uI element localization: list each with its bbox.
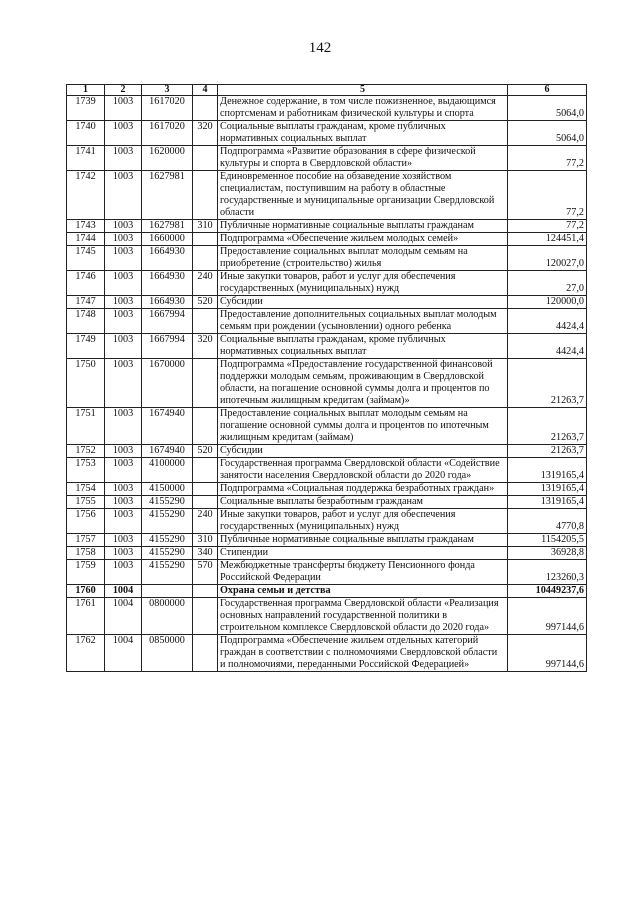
- table-cell-c4: [193, 96, 218, 121]
- table-cell-c1: 1759: [67, 560, 105, 585]
- table-row: [67, 233, 587, 246]
- table-cell-c2: 1003: [105, 96, 142, 121]
- table-cell-c1: 1753: [67, 458, 105, 483]
- table-cell-c4: [193, 246, 218, 271]
- table-cell-c4: 240: [193, 509, 218, 534]
- table-row: [67, 547, 587, 560]
- table-row: [67, 496, 587, 509]
- table-cell-c3: 1670000: [142, 359, 193, 408]
- table-cell-c1: 1747: [67, 296, 105, 309]
- table-cell-c4: [193, 408, 218, 445]
- table-cell-c3: 4100000: [142, 458, 193, 483]
- table-cell-c2: 1003: [105, 220, 142, 233]
- table-cell-c3: 1617020: [142, 121, 193, 146]
- table-row: [67, 598, 587, 635]
- table-cell-c6: 77,2: [508, 171, 587, 220]
- table-cell-c2: 1003: [105, 560, 142, 585]
- table-cell-c3: 4155290: [142, 547, 193, 560]
- table-cell-c5: Субсидии: [218, 445, 508, 458]
- table-cell-c5: Государственная программа Свердловской области «Реализация основных направлений государственной политики в строительном комплексе Свердловской области до 2020 года»: [218, 598, 508, 635]
- table-cell-c5: Охрана семьи и детства: [218, 585, 508, 598]
- table-cell-c2: 1003: [105, 496, 142, 509]
- table-cell-c3: 1660000: [142, 233, 193, 246]
- page-number: 142: [308, 40, 332, 56]
- table-cell-c5: Подпрограмма «Социальная поддержка безработных граждан»: [218, 483, 508, 496]
- table-cell-c4: 310: [193, 220, 218, 233]
- table-row: [67, 585, 587, 598]
- table-cell-c6: 4424,4: [508, 309, 587, 334]
- table-cell-c3: 1667994: [142, 334, 193, 359]
- table-cell-c2: 1003: [105, 408, 142, 445]
- table-row: [67, 121, 587, 146]
- table-cell-c1: 1758: [67, 547, 105, 560]
- table-cell-c6: 77,2: [508, 220, 587, 233]
- table-cell-c4: 320: [193, 121, 218, 146]
- table-cell-c2: 1004: [105, 585, 142, 598]
- table-cell-c3: 1674940: [142, 445, 193, 458]
- table-cell-c4: 570: [193, 560, 218, 585]
- table-cell-c6: 997144,6: [508, 635, 587, 672]
- table-cell-c4: [193, 309, 218, 334]
- table-cell-c6: 124451,4: [508, 233, 587, 246]
- column-header: 1: [67, 85, 105, 96]
- table-cell-c2: 1004: [105, 598, 142, 635]
- table-cell-c1: 1746: [67, 271, 105, 296]
- table-cell-c6: 120027,0: [508, 246, 587, 271]
- table-cell-c6: 10449237,6: [508, 585, 587, 598]
- table-row: [67, 445, 587, 458]
- table-cell-c4: [193, 171, 218, 220]
- column-header: 5: [218, 85, 508, 96]
- column-header: 4: [193, 85, 218, 96]
- table-cell-c4: [193, 598, 218, 635]
- table-cell-c2: 1003: [105, 233, 142, 246]
- table-cell-c2: 1003: [105, 483, 142, 496]
- table-cell-c1: 1749: [67, 334, 105, 359]
- table-cell-c4: 310: [193, 534, 218, 547]
- table-cell-c5: Иные закупки товаров, работ и услуг для обеспечения государственных (муниципальных) нужд: [218, 271, 508, 296]
- table-cell-c6: 5064,0: [508, 121, 587, 146]
- table-cell-c3: 1674940: [142, 408, 193, 445]
- table-cell-c4: [193, 483, 218, 496]
- table-cell-c4: [193, 233, 218, 246]
- table-cell-c1: 1740: [67, 121, 105, 146]
- table-cell-c5: Предоставление социальных выплат молодым семьям на приобретение (строительство) жилья: [218, 246, 508, 271]
- table-row: [67, 334, 587, 359]
- table-row: [67, 309, 587, 334]
- table-cell-c3: 4155290: [142, 509, 193, 534]
- table-cell-c5: Межбюджетные трансферты бюджету Пенсионного фонда Российской Федерации: [218, 560, 508, 585]
- table-cell-c6: 4424,4: [508, 334, 587, 359]
- table-cell-c5: Публичные нормативные социальные выплаты гражданам: [218, 220, 508, 233]
- table-cell-c5: Единовременное пособие на обзаведение хозяйством специалистам, поступившим на работу в областные государственные и муниципальные организации Свердловской области: [218, 171, 508, 220]
- table-cell-c4: [193, 458, 218, 483]
- table-cell-c1: 1762: [67, 635, 105, 672]
- table-cell-c6: 77,2: [508, 146, 587, 171]
- table-cell-c5: Социальные выплаты гражданам, кроме публичных нормативных социальных выплат: [218, 334, 508, 359]
- table-cell-c2: 1003: [105, 334, 142, 359]
- table-row: [67, 458, 587, 483]
- table-cell-c4: [193, 146, 218, 171]
- column-header: 6: [508, 85, 587, 96]
- table-cell-c2: 1003: [105, 458, 142, 483]
- table-cell-c5: Денежное содержание, в том числе пожизненное, выдающимся спортсменам и работникам физической культуры и спорта: [218, 96, 508, 121]
- table-cell-c5: Подпрограмма «Обеспечение жильем молодых семей»: [218, 233, 508, 246]
- table-cell-c6: 1319165,4: [508, 458, 587, 483]
- column-header: 2: [105, 85, 142, 96]
- table-row: [67, 96, 587, 121]
- table-cell-c5: Стипендии: [218, 547, 508, 560]
- table-cell-c5: Подпрограмма «Предоставление государственной финансовой поддержки молодым семьям, проживающим в Свердловской области, на погашение основной суммы долга и процентов по ипотечным жилищным кредитам (займам)»: [218, 359, 508, 408]
- column-header: 3: [142, 85, 193, 96]
- table-cell-c4: [193, 496, 218, 509]
- table-cell-c6: 21263,7: [508, 445, 587, 458]
- table-cell-c6: 36928,8: [508, 547, 587, 560]
- table-cell-c1: 1748: [67, 309, 105, 334]
- table-cell-c4: [193, 585, 218, 598]
- table-row: [67, 296, 587, 309]
- table-cell-c1: 1741: [67, 146, 105, 171]
- table-cell-c3: 1664930: [142, 296, 193, 309]
- table-cell-c1: 1745: [67, 246, 105, 271]
- table-row: [67, 408, 587, 445]
- table-cell-c4: [193, 635, 218, 672]
- table-row: [67, 220, 587, 233]
- table-cell-c2: 1003: [105, 121, 142, 146]
- table-cell-c5: Социальные выплаты безработным гражданам: [218, 496, 508, 509]
- table-row: [67, 271, 587, 296]
- table-cell-c3: [142, 585, 193, 598]
- table-cell-c6: 123260,3: [508, 560, 587, 585]
- table-cell-c3: 0800000: [142, 598, 193, 635]
- table-cell-c6: 27,0: [508, 271, 587, 296]
- table-cell-c1: 1744: [67, 233, 105, 246]
- table-cell-c2: 1003: [105, 246, 142, 271]
- table-row: [67, 171, 587, 220]
- table-row: [67, 534, 587, 547]
- table-row: [67, 560, 587, 585]
- table-row: [67, 483, 587, 496]
- table-cell-c3: 1617020: [142, 96, 193, 121]
- table-cell-c5: Предоставление дополнительных социальных выплат молодым семьям при рождении (усыновлении) одного ребенка: [218, 309, 508, 334]
- table-cell-c6: 21263,7: [508, 359, 587, 408]
- table-cell-c3: 1627981: [142, 220, 193, 233]
- table-cell-c1: 1752: [67, 445, 105, 458]
- table-cell-c1: 1760: [67, 585, 105, 598]
- table-cell-c1: 1739: [67, 96, 105, 121]
- table-row: [67, 146, 587, 171]
- table-cell-c6: 997144,6: [508, 598, 587, 635]
- table-cell-c6: 1319165,4: [508, 496, 587, 509]
- table-cell-c1: 1754: [67, 483, 105, 496]
- table-cell-c5: Подпрограмма «Обеспечение жильем отдельных категорий граждан в соответствии с полномочиями Свердловской области и полномочиями, переданными Российской Федерацией»: [218, 635, 508, 672]
- table-cell-c1: 1756: [67, 509, 105, 534]
- table-cell-c3: 1627981: [142, 171, 193, 220]
- table-cell-c4: 340: [193, 547, 218, 560]
- table-cell-c5: Субсидии: [218, 296, 508, 309]
- table-row: [67, 509, 587, 534]
- table-cell-c2: 1003: [105, 509, 142, 534]
- table-cell-c2: 1004: [105, 635, 142, 672]
- table-cell-c2: 1003: [105, 146, 142, 171]
- table-cell-c2: 1003: [105, 359, 142, 408]
- table-cell-c1: 1750: [67, 359, 105, 408]
- table-cell-c6: 1319165,4: [508, 483, 587, 496]
- table-row: [67, 246, 587, 271]
- table-row: [67, 359, 587, 408]
- table-body: [67, 96, 587, 672]
- table-cell-c3: 1620000: [142, 146, 193, 171]
- table-cell-c6: 1154205,5: [508, 534, 587, 547]
- table-cell-c3: 4155290: [142, 560, 193, 585]
- table-cell-c3: 4155290: [142, 496, 193, 509]
- table-cell-c2: 1003: [105, 171, 142, 220]
- table-cell-c2: 1003: [105, 445, 142, 458]
- table-cell-c5: Подпрограмма «Развитие образования в сфере физической культуры и спорта в Свердловской области»: [218, 146, 508, 171]
- table-cell-c6: 21263,7: [508, 408, 587, 445]
- table-cell-c5: Публичные нормативные социальные выплаты гражданам: [218, 534, 508, 547]
- table-cell-c5: Государственная программа Свердловской области «Содействие занятости населения Свердловской области до 2020 года»: [218, 458, 508, 483]
- table-cell-c1: 1743: [67, 220, 105, 233]
- table-cell-c2: 1003: [105, 309, 142, 334]
- table-cell-c6: 120000,0: [508, 296, 587, 309]
- table-cell-c1: 1761: [67, 598, 105, 635]
- table-cell-c5: Предоставление социальных выплат молодым семьям на погашение основной суммы долга и процентов по ипотечным жилищным кредитам (займам): [218, 408, 508, 445]
- table-cell-c3: 1664930: [142, 271, 193, 296]
- table-cell-c4: 320: [193, 334, 218, 359]
- table-cell-c2: 1003: [105, 271, 142, 296]
- table-cell-c3: 4150000: [142, 483, 193, 496]
- table-row: [67, 635, 587, 672]
- table-cell-c3: 1664930: [142, 246, 193, 271]
- table-cell-c1: 1757: [67, 534, 105, 547]
- table-cell-c2: 1003: [105, 547, 142, 560]
- table-cell-c3: 4155290: [142, 534, 193, 547]
- table-cell-c3: 0850000: [142, 635, 193, 672]
- table-header-row: [67, 85, 587, 96]
- table-cell-c2: 1003: [105, 296, 142, 309]
- table-cell-c3: 1667994: [142, 309, 193, 334]
- table-cell-c1: 1742: [67, 171, 105, 220]
- table-cell-c1: 1755: [67, 496, 105, 509]
- table-cell-c5: Иные закупки товаров, работ и услуг для обеспечения государственных (муниципальных) нужд: [218, 509, 508, 534]
- table-cell-c6: 5064,0: [508, 96, 587, 121]
- table-cell-c4: 520: [193, 296, 218, 309]
- table-cell-c4: [193, 359, 218, 408]
- budget-table: [66, 84, 587, 672]
- table-cell-c1: 1751: [67, 408, 105, 445]
- table-cell-c2: 1003: [105, 534, 142, 547]
- table-cell-c4: 240: [193, 271, 218, 296]
- table-cell-c5: Социальные выплаты гражданам, кроме публичных нормативных социальных выплат: [218, 121, 508, 146]
- table-cell-c4: 520: [193, 445, 218, 458]
- table-cell-c6: 4770,8: [508, 509, 587, 534]
